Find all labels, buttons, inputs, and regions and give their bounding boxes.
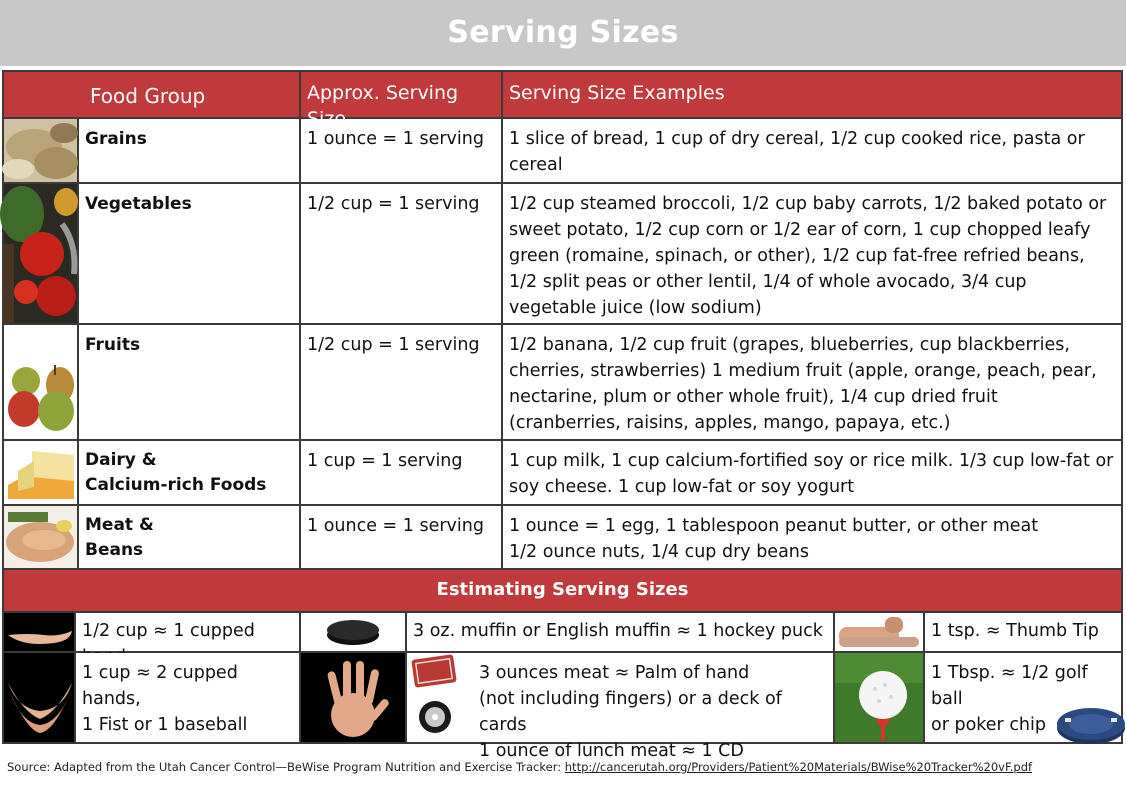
row-fruits-size	[301, 325, 501, 439]
thumb-text: 1 tsp. ≈ Thumb Tip	[931, 621, 1099, 641]
fruits-photo	[4, 325, 77, 439]
page-title: Serving Sizes	[447, 15, 679, 50]
row-fruits-examples	[503, 325, 1121, 439]
palm-line2: (not including fingers) or a deck of cards	[479, 689, 782, 735]
row-grains-size-text: 1 ounce = 1 serving	[307, 129, 484, 149]
row-grains-examples	[503, 119, 1121, 182]
row-dairy-size-text: 1 cup = 1 serving	[307, 451, 463, 471]
source-note	[7, 760, 1032, 774]
meat-photo	[4, 506, 77, 568]
row-grains-examples-text: 1 slice of bread, 1 cup of dry cereal, 1/2 cup cooked rice, pasta or cereal	[509, 129, 1085, 175]
row-fruits-examples-text: 1/2 banana, 1/2 cup fruit (grapes, blueberries, cup blackberries, cherries, strawberries) 1 medium fruit (apple, orange, peach, pear, nectarine, plum or other whole fruit), 1/4 cup dried fruit (cranberries, raisins, apples, mango, papaya, etc.)	[509, 335, 1097, 433]
hockey-puck-text: 3 oz. muffin or English muffin ≈ 1 hockey puck	[413, 621, 823, 641]
header-examples-label: Serving Size Examples	[509, 82, 725, 104]
row-dairy-examples-text: 1 cup milk, 1 cup calcium-fortified soy or rice milk. 1/3 cup low-fat or soy cheese. 1 cup low-fat or soy yogurt	[509, 451, 1114, 497]
row-fruits-size-text: 1/2 cup = 1 serving	[307, 335, 480, 355]
row-vegetables-group-label: Vegetables	[85, 194, 192, 214]
one-cup-line2: 1 Fist or 1 baseball	[82, 715, 248, 735]
row-vegetables-size	[301, 184, 501, 323]
poker-chip-icon	[1051, 698, 1121, 742]
golf-ball-icon	[835, 653, 923, 742]
tbsp-line2: or poker chip	[931, 715, 1046, 735]
header-food-group-label: Food Group	[90, 84, 206, 108]
grains-photo-art	[4, 119, 77, 182]
estimating-header-label: Estimating Serving Sizes	[436, 579, 689, 600]
row-meat-examples-line1: 1 ounce = 1 egg, 1 tablespoon peanut butter, or other meat	[509, 516, 1039, 536]
cheese-photo	[4, 441, 77, 504]
serving-table	[2, 70, 1123, 761]
header-examples	[503, 72, 1121, 117]
row-meat-group-text	[79, 506, 299, 563]
tbsp-line1: 1 Tbsp. ≈ 1/2 golf ball	[931, 663, 1088, 709]
palm-line3: 1 ounce of lunch meat ≈ 1 CD	[479, 741, 744, 761]
header-serving-size	[301, 72, 501, 117]
row-meat-group-line2: Beans	[85, 540, 144, 560]
row-fruits-group	[79, 325, 299, 439]
two-hands-photo	[4, 653, 74, 742]
golf-ball-photo	[835, 653, 923, 742]
one-cup-cell	[76, 653, 299, 742]
title-band	[0, 0, 1126, 66]
estimating-header	[4, 570, 1121, 611]
row-meat-size	[301, 506, 501, 568]
thumb-icon	[835, 613, 923, 651]
half-cup-cell	[76, 613, 299, 651]
row-dairy-size	[301, 441, 501, 504]
cupped-hand-icon	[4, 613, 74, 651]
vegetables-photo-art	[4, 184, 77, 323]
palm-text	[407, 653, 833, 764]
palm-line1: 3 ounces meat ≈ Palm of hand	[479, 663, 750, 683]
row-dairy-group-text	[79, 441, 299, 498]
row-meat-group	[79, 506, 299, 568]
row-dairy-group-line2: Calcium-rich Foods	[85, 475, 267, 495]
row-vegetables-examples	[503, 184, 1121, 323]
row-grains-group	[79, 119, 299, 182]
row-vegetables-size-text: 1/2 cup = 1 serving	[307, 194, 480, 214]
palm-cell	[407, 653, 833, 761]
row-meat-examples-line2: 1/2 ounce nuts, 1/4 cup dry beans	[509, 542, 809, 562]
row-meat-size-text: 1 ounce = 1 serving	[307, 516, 484, 536]
one-cup-line1: 1 cup ≈ 2 cupped hands,	[82, 663, 238, 709]
row-vegetables-examples-text: 1/2 cup steamed broccoli, 1/2 cup baby carrots, 1/2 baked potato or sweet potato, 1/2 cup corn or 1/2 ear of corn, 1 cup chopped leafy green (romaine, spinach, or other), 1/2 cup fat-free refried beans, 1/2 split peas or other lentil, 1/4 of whole avocado, 3/4 cup vegetable juice (low sodium)	[509, 194, 1107, 318]
one-cup-text	[76, 653, 299, 738]
row-dairy-group	[79, 441, 299, 504]
thumb-cell	[925, 613, 1121, 651]
source-prefix: Source: Adapted from the Utah Cancer Control—BeWise Program Nutrition and Exercise Tracker:	[7, 760, 565, 774]
tbsp-cell	[925, 653, 1121, 742]
cheese-photo-art	[4, 441, 77, 504]
row-fruits-group-label: Fruits	[85, 335, 141, 355]
header-serving-size-label: Approx. Serving	[307, 82, 459, 104]
header-food-group	[4, 72, 299, 117]
row-dairy-examples	[503, 441, 1121, 504]
fruits-photo-art	[4, 325, 77, 439]
hockey-puck-cell	[407, 613, 833, 651]
row-meat-examples	[503, 506, 1121, 568]
row-dairy-group-line1: Dairy &	[85, 450, 157, 470]
thumb-photo	[835, 613, 923, 651]
vegetables-photo	[4, 184, 77, 323]
row-grains-size	[301, 119, 501, 182]
cards-and-cd-icon	[407, 653, 467, 742]
source-link[interactable]: http://cancerutah.org/Providers/Patient%20Materials/BWise%20Tracker%20vF.pdf	[564, 760, 1033, 774]
meat-photo-art	[4, 506, 77, 568]
hockey-puck-icon	[301, 613, 405, 651]
cupped-hand-photo	[4, 613, 74, 651]
row-grains-group-label: Grains	[85, 129, 147, 149]
palm-of-hand-icon	[301, 653, 405, 742]
row-meat-examples-text	[503, 506, 1121, 565]
grains-photo	[4, 119, 77, 182]
row-meat-group-line1: Meat &	[85, 515, 154, 535]
palm-photo	[301, 653, 405, 742]
hockey-puck-photo	[301, 613, 405, 651]
half-cup-text: 1/2 cup ≈ 1 cupped	[82, 621, 255, 641]
row-vegetables-group	[79, 184, 299, 323]
two-cupped-hands-icon	[4, 653, 74, 742]
